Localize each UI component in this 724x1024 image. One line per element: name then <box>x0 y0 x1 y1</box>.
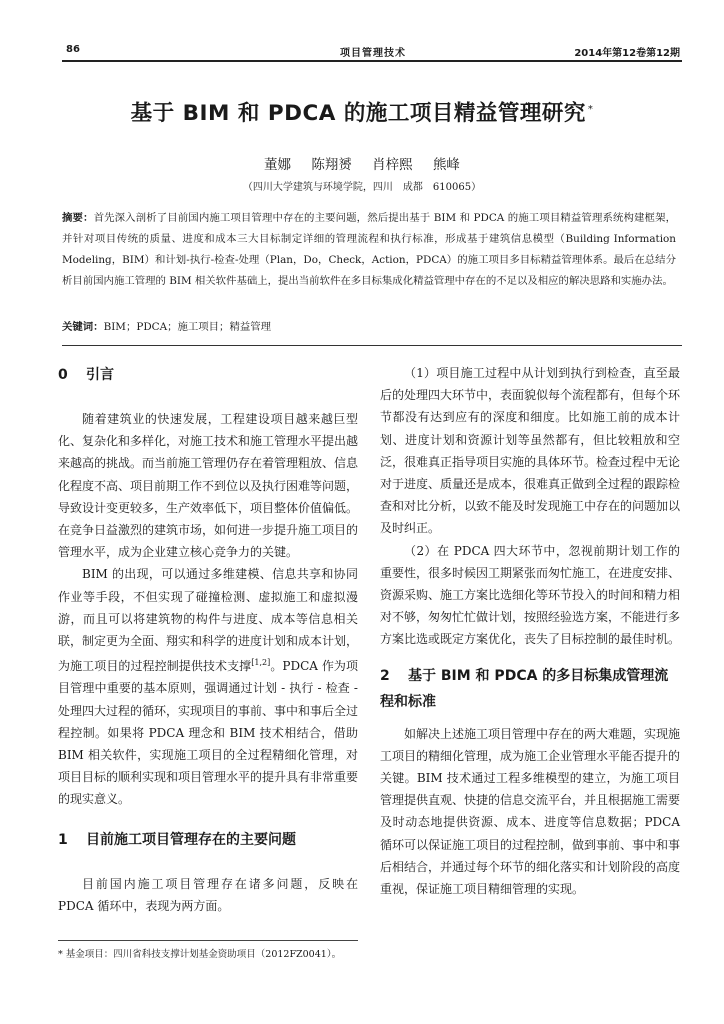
section-heading-2 <box>380 663 680 715</box>
section-heading-0 <box>58 362 358 388</box>
section1-paragraph-3: （2）在 PDCA 四大环节中，忽视前期计划工作的重要性，很多时候因工期紧张而匆忙施工，在进度安排、资源采购、施工方案比选细化等环节投入的时间和精力相对不够，匆匆忙忙做计划，按照经验选方案，不能进行多方案比选或既定方案优化，丧失了目标控制的最佳时机。 <box>380 543 681 647</box>
section-number: 1 <box>58 831 68 848</box>
citation: [1,2] <box>251 658 271 668</box>
section1-paragraph-1: 目前国内施工项目管理存在诸多问题，反映在 PDCA 循环中，表现为两方面。 <box>58 876 358 913</box>
abstract-text: 首先深入剖析了目前国内施工项目管理中存在的主要问题，然后提出基于 BIM 和 PDCA 的施工项目精益管理系统构建框架，并针对项目传统的质量、进度和成本三大目标制定详细的管理流程和执行标准，形成基于建筑信息模型（Building Information Modeling，BIM）和计划-执行-检查-处理（Plan，Do，Check，Action，PDCA）的施工项目多目标精益管理体系。最后在总结分析目前国内施工管理的 BIM 相关软件基础上，提出当前软件在多目标集成化精益管理中存在的不足以及相应的解决思路和实施办法。 <box>62 212 676 287</box>
keywords <box>62 318 676 333</box>
section1-paragraph-2: （1）项目施工过程中从计划到执行到检查，直至最后的处理四大环节中，表面貌似每个流程都有，但每个环节都没有达到应有的深度和细度。比如施工前的成本计划、进度计划和资源计划等虽然都有，但比较粗放和空泛，很难真正指导项目实施的具体环节。检查过程中无论对于进度、质量还是成本，很难真正做到全过程的跟踪检查和对比分析，以致不能及时发现施工中存在的问题加以及时纠正。 <box>380 366 681 536</box>
journal-name: 项目管理技术 <box>340 48 406 59</box>
title-footnote-mark: * <box>587 103 594 115</box>
section-number: 2 <box>380 667 390 684</box>
section-number: 0 <box>58 367 68 383</box>
issue-info: 2014年第12卷第12期 <box>574 48 680 59</box>
intro-paragraph-2-rest: 。PDCA 作为项目管理中重要的基本原则，强调通过计划 - 执行 - 检查 - 处理四大过程的循环，实现项目的事前、事中和事后全过程控制。如果将 PDCA 理念和 BIM 技术相结合，借助 BIM 相关软件，实现施工项目的全过程精细化管理，对项目目标的顺利实现和项目管理水平的提升具有非常重要的现实意义。 <box>58 659 359 807</box>
author: 肖梓熙 <box>372 157 413 173</box>
header-rule <box>62 60 682 62</box>
intro-paragraph-2-text: BIM 的出现，可以通过多维建模、信息共享和协同作业等手段，不但实现了碰撞检测、虚拟施工和虚拟漫游，而且可以将建筑物的构件与进度、成本等信息相关联，制定更为全面、翔实和科学的进度计划和成本计划，为施工项目的过程控制提供技术支撑 <box>58 567 359 674</box>
left-column <box>58 362 358 917</box>
abstract-label: 摘要： <box>62 212 94 224</box>
affiliation: （四川大学建筑与环境学院，四川 成都 610065） <box>242 182 482 193</box>
abstract <box>62 208 676 292</box>
running-header <box>66 44 680 60</box>
footnote-rule <box>58 940 358 941</box>
section-title: 基于 BIM 和 PDCA 的多目标集成管理流程和标准 <box>380 667 669 710</box>
author-list <box>40 153 684 173</box>
keywords-text: BIM；PDCA；施工项目；精益管理 <box>103 321 272 333</box>
paper-title <box>40 96 684 127</box>
section-title: 引言 <box>86 367 114 383</box>
funding-footnote: * 基金项目：四川省科技支撑计划基金资助项目（2012FZ0041）。 <box>58 949 342 960</box>
author: 陈翔赟 <box>311 157 352 173</box>
keywords-label: 关键词： <box>62 321 104 333</box>
abstract-rule <box>62 345 682 346</box>
right-column <box>380 362 680 900</box>
author: 董娜 <box>264 157 292 173</box>
page-number: 86 <box>66 44 80 55</box>
section2-paragraph-1: 如解决上述施工项目管理中存在的两大难题，实现施工项目的精细化管理，成为施工企业管理水平能否提升的关键。BIM 技术通过工程多维模型的建立，为施工项目管理提供直观、快捷的信息交流平台，并且根据施工需要及时动态地提供资源、成本、进度等信息数据；PDCA 循环可以保证施工项目的过程控制，做到事前、事中和事后相结合，并通过每个环节的细化落实和计划阶段的高度重视，保证施工项目精细管理的实现。 <box>380 726 681 897</box>
section-title: 目前施工项目管理存在的主要问题 <box>86 831 296 848</box>
section-heading-1 <box>58 827 358 853</box>
intro-paragraph-1: 随着建筑业的快速发展，工程建设项目越来越巨型化、复杂化和多样化，对施工技术和施工管理水平提出越来越高的挑战。而当前施工管理仍存在着管理粗放、信息化程度不高、项目前期工作不到位以及执行困难等问题，导致设计变更较多，生产效率低下，项目整体价值偏低。在竞争日益激烈的建筑市场，如何进一步提升施工项目的管理水平，成为企业建立核心竞争力的关键。 <box>58 412 359 560</box>
author: 熊峰 <box>432 157 460 173</box>
title-text: 基于 BIM 和 PDCA 的施工项目精益管理研究 <box>130 101 586 126</box>
intro-paragraph-2 <box>58 563 358 810</box>
